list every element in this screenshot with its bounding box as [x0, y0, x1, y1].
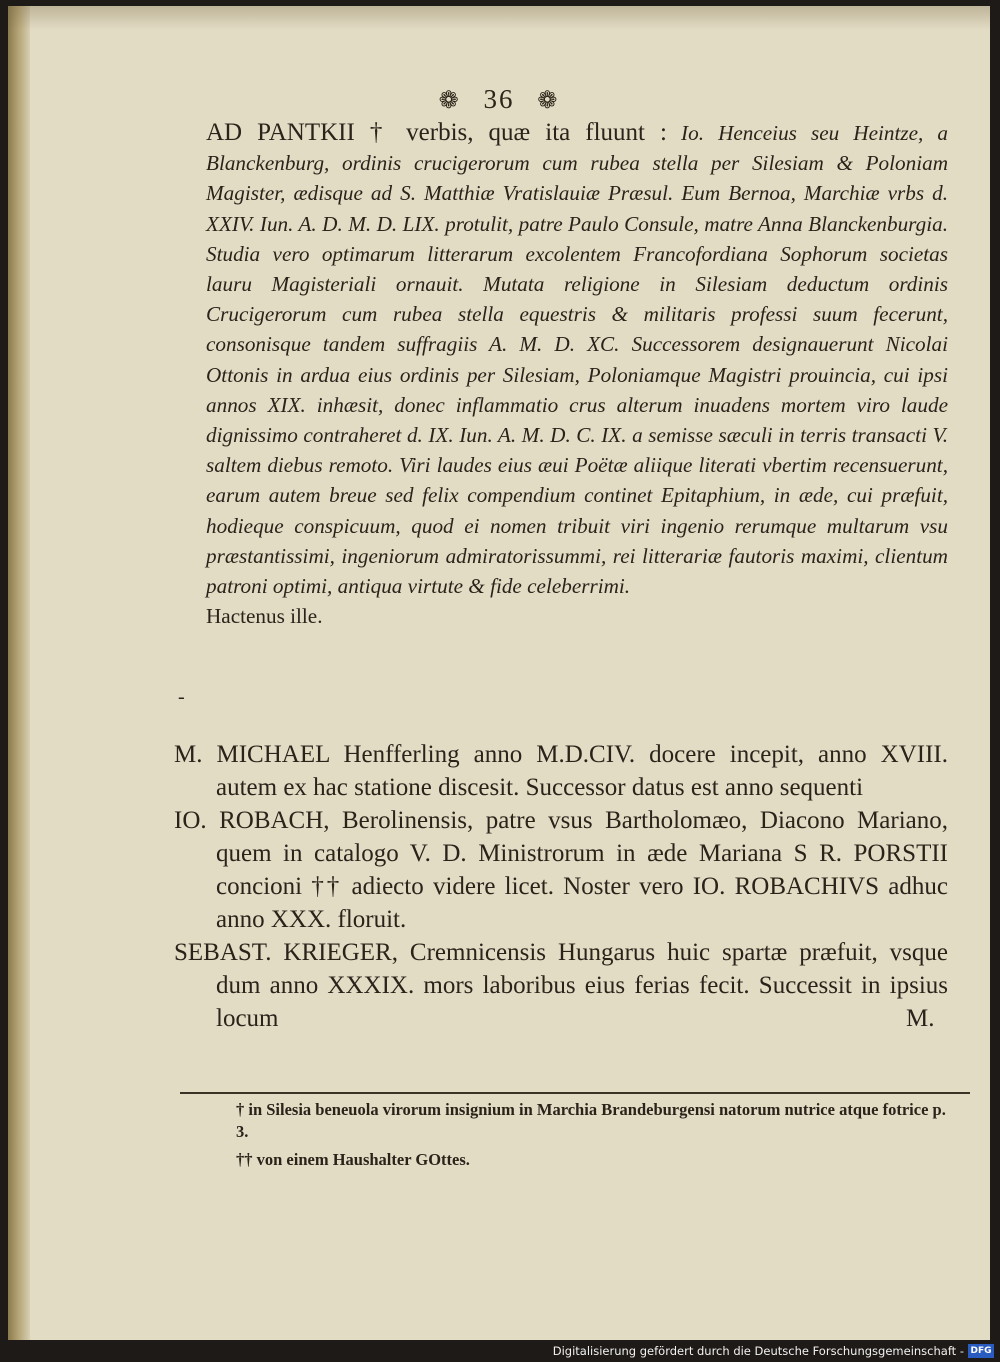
entry-henfferling: M. MICHAEL Henfferling anno M.D.CIV. docere incepit, anno XVIII. autem ex hac statione discesit. Successor datus est anno sequenti: [174, 741, 948, 801]
footnotes: [236, 1099, 950, 1171]
footnote-1: † in Silesia beneuola virorum insignium in Marchia Brandeburgensi natorum nutrice atque fotrice p. 3.: [236, 1100, 946, 1141]
footer-credit: Digitalisierung gefördert durch die Deutsche Forschungsgemeinschaft -: [552, 1344, 964, 1358]
quote-body: Io. Henceius seu Heintze, a Blanckenburg, ordinis crucigerorum cum rubea stella per Silesiam & Poloniam Magister, ædisque ad S. Matthiæ Vratislauiæ Præsul. Eum Bernoa, Marchiæ vrbs d. XXIV. Iun. A. D. M. D. LIX. protulit, patre Paulo Consule, matre Anna Blanckenburgia. Studia vero optimarum litterarum excolentem Francofordiana Sophorum societas lauru Magisteriali ornauit. Mutata religione in Silesiam deductum ordinis Crucigerorum cum rubea stella equestris & militaris professi suum fecerunt, consonisque tandem suffragiis A. M. D. XC. Successorem designauerunt Nicolai Ottonis in ardua eius ordinis per Silesiam, Poloniamque Magistri prouincia, cui ipsi annos XIX. inhæsit, donec inflammatio crus alterum inuadens mortem viro laude dignissimo contraheret d. IX. Iun. A. M. D. C. IX. a semisse sæculi in terris transacti V. saltem diebus remoto. Viri laudes eius æui Poëtæ aliique literati vbertim recensuerunt, earum autem breue sed felix compendium continet Epitaphium, in æde, cui præfuit, hodieque conspicuum, quod ei nomen tribuit viri ingenio rerumque multarum vsu præstantissimi, ingeniorum admiratorissummi, rei litterariæ fautoris maximi, clientum patroni optimi, antiqua virtute & fide celeberrimi.: [206, 121, 948, 599]
entry-krieger-text: SEBAST. KRIEGER, Cremnicensis Hungarus huic spartæ præfuit, vsque dum anno XXXIX. mors laboribus eius ferias fecit. Successit in ipsius locum: [174, 939, 948, 1032]
entries-list: [174, 738, 948, 1035]
quote-close: Hactenus ille.: [206, 604, 323, 629]
book-page: [8, 6, 990, 1340]
footnote-rule: [180, 1092, 970, 1094]
page-header: [8, 84, 990, 115]
footnote-2: †† von einem Haushalter GOttes.: [236, 1150, 470, 1169]
ornament-left-icon: ❁: [438, 88, 461, 114]
dfg-logo-icon: DFG: [968, 1344, 994, 1358]
quote-lead: AD PANTKII † verbis, quæ ita fluunt :: [206, 119, 667, 146]
entry-krieger: SEBAST. KRIEGER, Cremnicensis Hungarus huic spartæ præfuit, vsque dum anno XXXIX. mors laboribus eius ferias fecit. Successit in ipsius locum M.: [174, 939, 948, 1032]
quoted-passage: [206, 118, 948, 631]
entry-robach: IO. ROBACH, Berolinensis, patre vsus Bartholomæo, Diacono Mariano, quem in catalogo V. D. Ministrorum in æde Mariana S R. PORSTII concioni †† adiecto videre licet. Noster vero IO. ROBACHIVS adhuc anno XXX. floruit.: [174, 807, 948, 933]
ornament-right-icon: ❁: [537, 88, 560, 114]
page-top-shadow: [8, 6, 990, 30]
page-number: 36: [483, 84, 515, 114]
digitization-footer: [0, 1340, 1000, 1362]
page-binding-edge: [8, 6, 30, 1340]
margin-mark: -: [178, 686, 185, 708]
